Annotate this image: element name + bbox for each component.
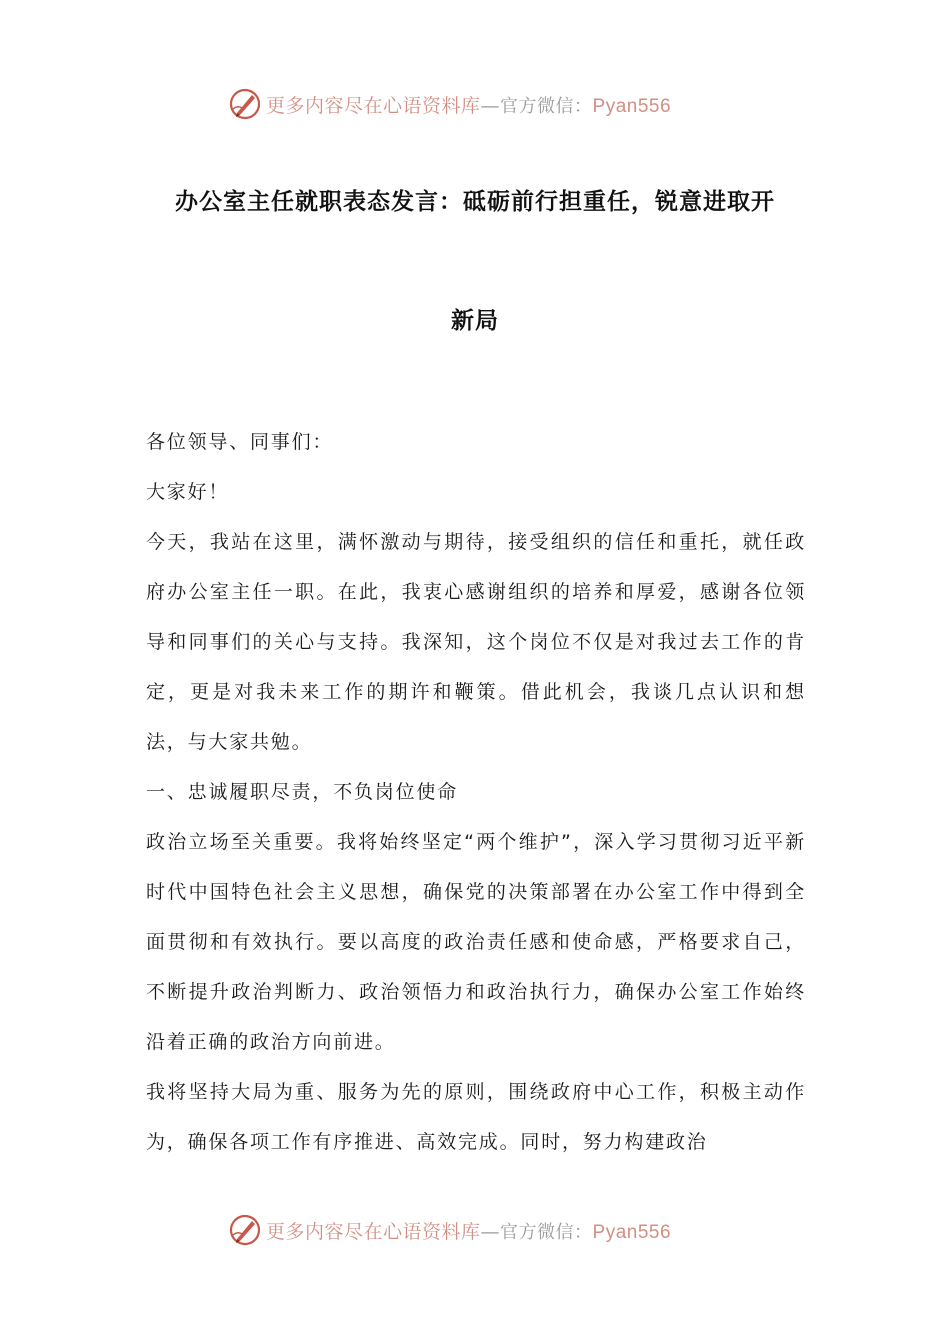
pen-logo-icon — [228, 87, 262, 121]
watermark-label: 官方微信： — [500, 95, 593, 117]
watermark-label: 官方微信： — [500, 1221, 593, 1243]
watermark-wechat-id: Pyan556 — [592, 1221, 672, 1243]
watermark-header — [228, 84, 671, 124]
watermark-footer — [228, 1210, 671, 1250]
document-title-line-2: 新局 — [451, 308, 499, 334]
section-heading: 一、忠诚履职尽责，不负岗位使命 — [146, 781, 459, 803]
document-body — [146, 417, 806, 1167]
document-title-line-1: 办公室主任就职表态发言：砥砺前行担重任，锐意进取开 — [175, 189, 775, 215]
body-paragraph: 今天，我站在这里，满怀激动与期待，接受组织的信任和重托，就任政府办公室主任一职。在此，我衷心感谢组织的培养和厚爱，感谢各位领导和同事们的关心与支持。我深知，这个岗位不仅是对我过去工作的肯定，更是对我未来工作的期许和鞭策。借此机会，我谈几点认识和想法，与大家共勉。 — [146, 531, 806, 753]
greeting: 大家好！ — [146, 481, 230, 503]
watermark-separator: — — [480, 94, 501, 117]
body-paragraph: 我将坚持大局为重、服务为先的原则，围绕政府中心工作，积极主动作为，确保各项工作有序推进、高效完成。同时，努力构建政治 — [146, 1081, 806, 1153]
watermark-separator: — — [480, 1220, 501, 1243]
pen-logo-icon — [228, 1213, 262, 1247]
watermark-text: 更多内容尽在心语资料库 — [266, 1220, 481, 1243]
body-paragraph: 政治立场至关重要。我将始终坚定“两个维护”，深入学习贯彻习近平新时代中国特色社会主义思想，确保党的决策部署在办公室工作中得到全面贯彻和有效执行。要以高度的政治责任感和使命感，严格要求自己，不断提升政治判断力、政治领悟力和政治执行力，确保办公室工作始终沿着正确的政治方向前进。 — [146, 831, 806, 1053]
salutation: 各位领导、同事们： — [146, 431, 334, 453]
watermark-wechat-id: Pyan556 — [592, 95, 672, 117]
watermark-text: 更多内容尽在心语资料库 — [266, 94, 481, 117]
